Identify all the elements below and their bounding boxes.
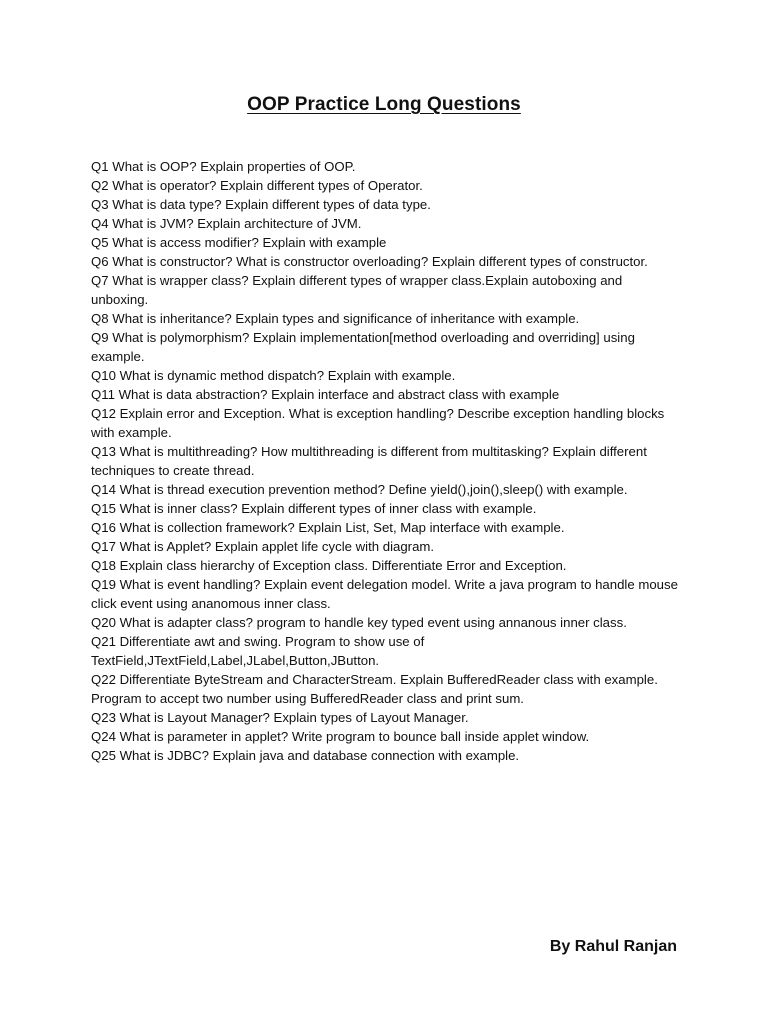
question-item: Q16 What is collection framework? Explain List, Set, Map interface with example.: [91, 520, 565, 535]
question-item: Q15 What is inner class? Explain different types of inner class with example.: [91, 501, 537, 516]
question-item: Q11 What is data abstraction? Explain interface and abstract class with example: [91, 387, 560, 402]
question-item: Q3 What is data type? Explain different types of data type.: [91, 197, 431, 212]
question-item: Q21 Differentiate awt and swing. Program to show use of TextField,JTextField,Label,JLabel,Button,JButton.: [91, 634, 425, 668]
question-item: Q14 What is thread execution prevention method? Define yield(),join(),sleep() with example.: [91, 482, 628, 497]
question-item: Q24 What is parameter in applet? Write program to bounce ball inside applet window.: [91, 729, 590, 744]
question-item: Q4 What is JVM? Explain architecture of JVM.: [91, 216, 362, 231]
question-item: Q17 What is Applet? Explain applet life cycle with diagram.: [91, 539, 435, 554]
question-item: Q22 Differentiate ByteStream and CharacterStream. Explain BufferedReader class with example. Program to accept two number using BufferedReader class and print sum.: [91, 672, 658, 706]
question-item: Q25 What is JDBC? Explain java and database connection with example.: [91, 748, 520, 763]
question-item: Q19 What is event handling? Explain event delegation model. Write a java program to handle mouse click event using ananomous inner class.: [91, 577, 678, 611]
question-item: Q7 What is wrapper class? Explain different types of wrapper class.Explain autoboxing and unboxing.: [91, 273, 623, 307]
author-signature: By Rahul Ranjan: [549, 938, 677, 955]
question-item: Q5 What is access modifier? Explain with example: [91, 235, 387, 250]
question-item: Q18 Explain class hierarchy of Exception class. Differentiate Error and Exception.: [91, 558, 567, 573]
page-title: OOP Practice Long Questions: [247, 94, 521, 115]
question-item: Q6 What is constructor? What is constructor overloading? Explain different types of constructor.: [91, 254, 648, 269]
question-item: Q1 What is OOP? Explain properties of OOP.: [91, 159, 356, 174]
question-item: Q20 What is adapter class? program to handle key typed event using annanous inner class.: [91, 615, 627, 630]
question-item: Q13 What is multithreading? How multithreading is different from multitasking? Explain different techniques to create thread.: [91, 444, 647, 478]
question-item: Q9 What is polymorphism? Explain implementation[method overloading and overriding] using example.: [91, 330, 635, 364]
question-item: Q23 What is Layout Manager? Explain types of Layout Manager.: [91, 710, 469, 725]
question-item: Q2 What is operator? Explain different types of Operator.: [91, 178, 423, 193]
question-item: Q8 What is inheritance? Explain types and significance of inheritance with example.: [91, 311, 580, 326]
question-item: Q10 What is dynamic method dispatch? Explain with example.: [91, 368, 456, 383]
question-list: [91, 157, 681, 765]
question-item: Q12 Explain error and Exception. What is exception handling? Describe exception handling blocks with example.: [91, 406, 665, 440]
